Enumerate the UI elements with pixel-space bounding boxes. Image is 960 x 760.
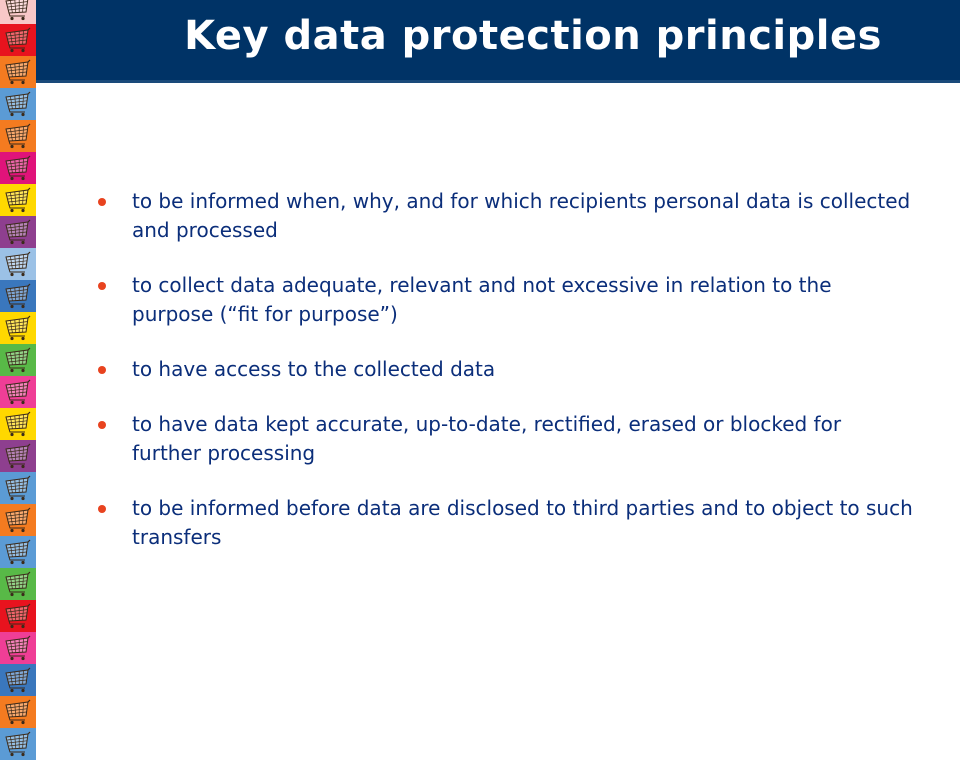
shopping-cart-icon [2,603,32,630]
shopping-cart-icon [2,635,32,662]
shopping-cart-icon [2,571,32,598]
cart-tile [0,152,36,184]
bullet-icon [98,505,106,513]
cart-tile [0,696,36,728]
cart-tile [0,536,36,568]
shopping-cart-icon [2,347,32,374]
cart-tile [0,184,36,216]
cart-tile [0,344,36,376]
shopping-cart-icon [2,411,32,438]
bullet-text: to be informed when, why, and for which recipients personal data is collected and processed [132,189,911,242]
decorative-cart-strip [0,0,36,720]
bullet-icon [98,421,106,429]
list-item [96,271,916,329]
cart-tile [0,312,36,344]
shopping-cart-icon [2,155,32,182]
cart-tile [0,728,36,760]
list-item [96,410,916,468]
bullet-icon [98,198,106,206]
shopping-cart-icon [2,219,32,246]
cart-tile [0,248,36,280]
list-item [96,494,916,552]
shopping-cart-icon [2,27,32,54]
shopping-cart-icon [2,667,32,694]
bullet-text: to collect data adequate, relevant and not excessive in relation to the purpose (“fit for purpose”) [132,273,832,326]
cart-tile [0,472,36,504]
cart-tile [0,600,36,632]
bullet-icon [98,282,106,290]
cart-tile [0,120,36,152]
principles-list [96,187,916,578]
cart-tile [0,216,36,248]
shopping-cart-icon [2,475,32,502]
title-bar [36,0,960,83]
bullet-icon [98,366,106,374]
shopping-cart-icon [2,187,32,214]
list-item [96,187,916,245]
cart-tile [0,408,36,440]
shopping-cart-icon [2,91,32,118]
cart-tile [0,632,36,664]
shopping-cart-icon [2,379,32,406]
cart-tile [0,440,36,472]
shopping-cart-icon [2,123,32,150]
shopping-cart-icon [2,731,32,758]
shopping-cart-icon [2,699,32,726]
bullet-text: to have access to the collected data [132,357,496,381]
shopping-cart-icon [2,315,32,342]
cart-tile [0,0,36,24]
shopping-cart-icon [2,283,32,310]
shopping-cart-icon [2,443,32,470]
bullet-text: to have data kept accurate, up-to-date, rectified, erased or blocked for further processing [132,412,842,465]
list-item [96,355,916,384]
shopping-cart-icon [2,251,32,278]
shopping-cart-icon [2,539,32,566]
cart-tile [0,504,36,536]
cart-tile [0,24,36,56]
cart-tile [0,568,36,600]
slide-title: Key data protection principles [184,13,882,59]
cart-tile [0,664,36,696]
cart-tile [0,56,36,88]
cart-tile [0,280,36,312]
shopping-cart-icon [2,59,32,86]
cart-tile [0,88,36,120]
cart-tile [0,376,36,408]
shopping-cart-icon [2,507,32,534]
shopping-cart-icon [2,0,32,22]
bullet-text: to be informed before data are disclosed to third parties and to object to such transfers [132,496,913,549]
